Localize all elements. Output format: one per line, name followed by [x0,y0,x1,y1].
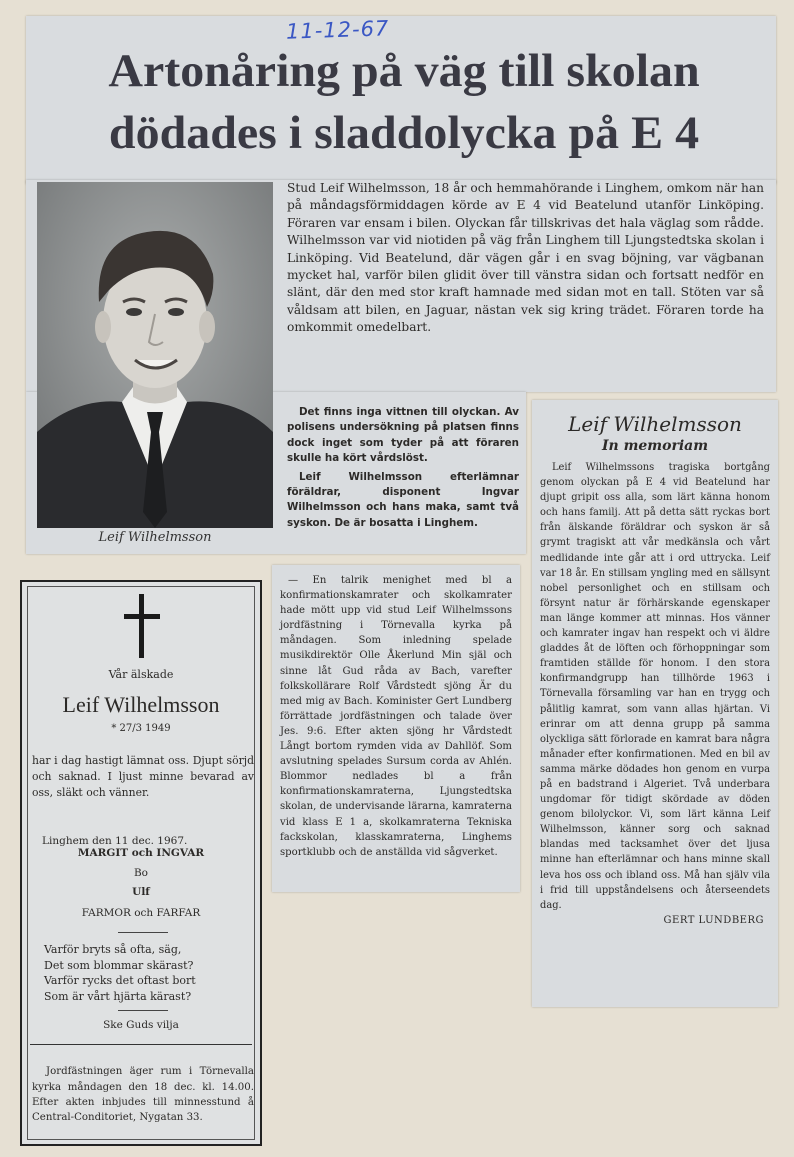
photo-caption: Leif Wilhelmsson [98,530,212,545]
notice-will: Ske Guds vilja [103,1019,179,1031]
memoriam-subtitle: In memoriam [601,438,709,454]
notice-family-bo: Bo [133,867,149,879]
notice-birth-date: * 27/3 1949 [111,723,171,734]
portrait-photo [37,182,273,528]
poem-line-2: Det som blommar skärast? [44,958,194,972]
cross-icon [124,594,160,658]
notice-divider-2 [118,1010,168,1011]
notice-beloved: Vår älskade [108,668,174,681]
notice-divider-3 [30,1044,252,1045]
poem-line-3: Varför rycks det oftast bort [44,974,196,987]
handwritten-date: 11-12-67 [285,16,390,44]
funeral-clipping [272,565,520,892]
poem-line-4: Som är vårt hjärta kärast? [44,989,192,1003]
poem-line-1: Varför bryts så ofta, säg, [44,943,182,956]
notice-funeral-info: Jordfästningen äger rum i Törnevalla kyrka måndagen den 18 dec. kl. 14.00. Efter akten inbjudes till minnesstund å Central-Conditoriet, Nygatan 33. [32,1066,254,1124]
notice-poem [44,942,196,1004]
funeral-text: — En talrik menighet med bl a konfirmationskamrater och skolkamrater hade mött upp vid stud Leif Wilhelmssons jordfästning i Törnevalla kyrka på måndagen. Som inledning spelade musikdirektör Olle Åkerlund Min själ och sinne låt Gud råda av Bach, varefter folkskollärare Rolf Vårdstedt sjöng Är du med mig av Bach. Kominister Gert Lundberg förrättade jordfästningen och talade över Jes. 9:6. Efter akten sjöng hr Vårdstedt Långt bortom rymden vida av Dahllöf. Som avslutning spelades Sursum corda av Ahlén. Blommor nedlades bl a från konfirmationskamraterna, Ljungstedtska skolan, de undervisande lärarna, kamraterna vid klass E 1 a, skolkamraterna Tekniska fackskolan, klasskamraterna, Linghems sportklubb och de anställda vid sågverket. [280,575,512,858]
notice-place-date: Linghem den 11 dec. 1967. [42,834,188,847]
memoriam-title: Leif Wilhelmsson [568,412,742,436]
portrait-image [37,182,273,528]
headline [27,40,782,164]
article-paragraph-3: Leif Wilhelmsson efterlämnar föräldrar, disponent Ingvar Wilhelmsson och hans maka, samt två syskon. De är bosatta i Linghem. [287,470,519,529]
article-paragraph-2: Det finns inga vittnen till olyckan. Av polisens undersökning på platsen finns dock inget som tyder på att föraren skulle ha kört vårdslöst. [287,406,519,465]
article-bold-column [287,405,519,534]
headline-line-2: dödades i sladdolycka på E 4 [108,107,700,159]
notice-message: har i dag hastigt lämnat oss. Djupt sörjd och saknad. I ljust minne bevarad av oss, släkt och vänner. [32,753,254,800]
memoriam-body: Leif Wilhelmssons tragiska bortgång genom olyckan på E 4 vid Beatelund har djupt gripit oss alla, som lärt känna honom och hans familj. Att på detta sätt ryckas bort från älskande föräldrar och syskon är så grymt tragiskt att vår medkänsla och vårt medlidande inte går att i ord uttrycka. Leif var 18 år. En stillsam yngling med en sällsynt nobel personlighet och en stillsam och försynt natur är förhärskande egenskaper man länge kommer att minnas. Hos vänner och kamrater ingav han respekt och vi äldre gladdes åt de löften och förhoppningar som framtiden ställde för honom. I den stora konfirmandgrupp han tillhörde 1963 i Törnevalla församling var han en trygg och pålitlig kamrat, som vann allas hjärtan. Vi erinrar om att denna grupp på samma olyckliga sätt förlorade en kamrat bara några månader efter konfirmationen. Med en bil av samma märke dödades hon genom en vurpa på en badstrand i Algeriet. Två underbara ungdomar för tidigt skördade av döden genom bilolyckor. Vi, som lärt känna Leif Wilhelmsson, känner sorg och saknad blandas med tacksamhet över det ljusa minne han efterlämnar och hans minne skall leva hos oss och ibland oss. Må han själv vila i frid till uppståndelsens och återseendets dag. [540,462,770,911]
notice-family-ulf: Ulf [132,886,150,898]
headline-line-1: Artonåring på väg till skolan [108,45,700,97]
notice-family-parents: MARGIT och INGVAR [77,847,205,859]
death-notice [20,580,262,1146]
article-intro: Stud Leif Wilhelmsson, 18 år och hemmahörande i Linghem, omkom när han på måndagsförmiddagen körde av E 4 vid Beatelund utanför Linköping. Föraren var ensam i bilen. Olyckan får tillskrivas det hala väglag som rådde. Wilhelmsson var vid niotiden på väg från Linghem till Ljungstedtska skolan i Linköping. Vid Beatelund, där vägen går i en svag böjning, var vägbanan mycket hal, varför bilen glidit över till vänstra sidan och fortsatt nedför en slänt, där den med stor kraft hamnade med sidan mot en tall. Stöten var så våldsam att bilen, en Jaguar, nästan vek sig kring trädet. Föraren torde ha omkommit omedelbart. [287,181,764,335]
notice-divider-1 [118,932,168,933]
memoriam-signature: GERT LUNDBERG [663,914,764,926]
memoriam-clipping [532,400,778,1007]
notice-name: Leif Wilhelmsson [62,692,220,717]
notice-family-grandparents: FARMOR och FARFAR [81,907,201,919]
